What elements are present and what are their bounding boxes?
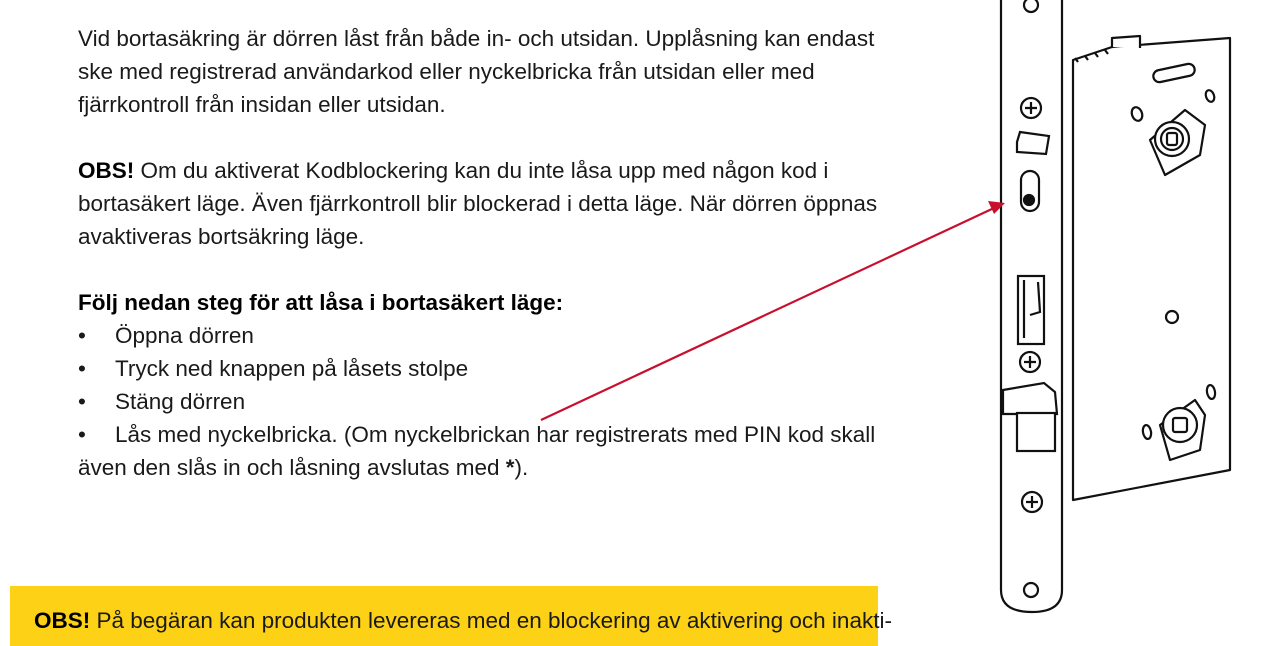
warning-label: OBS! — [78, 158, 135, 183]
bullet: • — [78, 323, 86, 348]
warning-text: Om du aktiverat Kodblockering kan du inte låsa upp med någon kod i bortasäkert läge. Även fjärrkontroll blir blockerad i detta läge. När dörren öppnas avaktiveras bortsäkring läge. — [78, 158, 878, 249]
notice-label: OBS! — [34, 608, 91, 633]
bullet: • — [78, 389, 86, 414]
steps-heading: Följ nedan steg för att låsa i bortasäkert läge: — [78, 290, 564, 315]
notice-body: På begäran kan produkten levereras med en blockering av aktivering och inakti- — [90, 608, 892, 633]
step-text-end: ). — [514, 455, 529, 480]
step-text: Öppna dörren — [115, 323, 254, 348]
intro-paragraph: Vid bortasäkring är dörren låst från både in- och utsidan. Upplåsning kan endast ske med registrerad användarkod eller nyckelbricka från utsidan eller med fjärrkontroll från insidan eller utsidan. — [78, 26, 875, 117]
star-symbol: * — [505, 455, 515, 480]
faceplate — [1001, 0, 1062, 612]
lock-case — [1073, 36, 1230, 500]
step-text: Tryck ned knappen på låsets stolpe — [115, 356, 469, 381]
step-text: Lås med nyckelbricka. (Om nyckelbrickan har registrerats med PIN kod skall även den slås in och låsning avslutas med — [78, 422, 876, 480]
bullet: • — [78, 356, 86, 381]
step-text: Stäng dörren — [115, 389, 246, 414]
bullet: • — [78, 422, 86, 447]
pointer-arrow — [541, 208, 994, 420]
